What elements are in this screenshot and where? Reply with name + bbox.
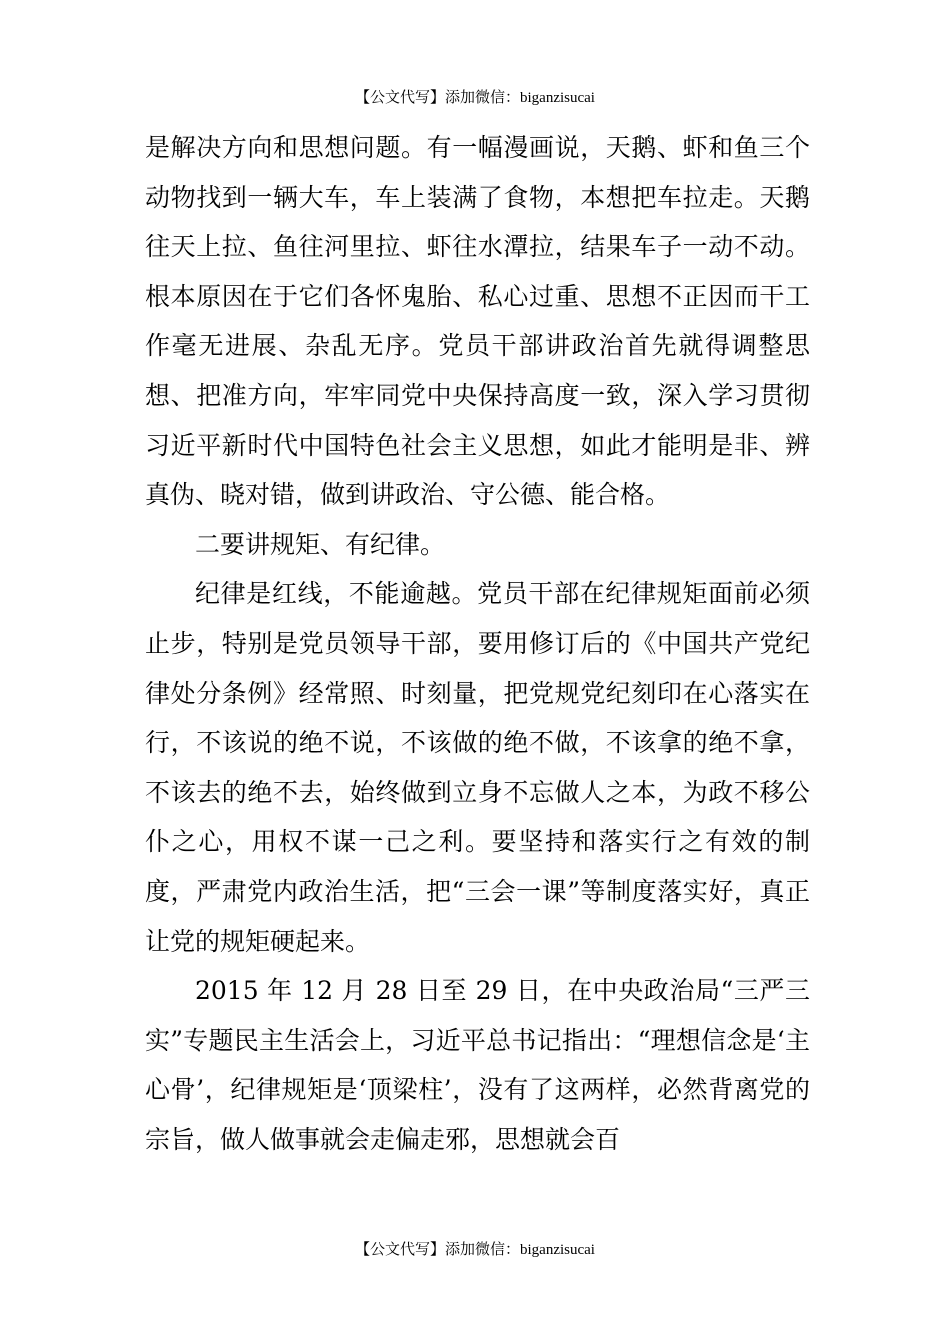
paragraph-discipline: 纪律是红线，不能逾越。党员干部在纪律规矩面前必须止步，特别是党员领导干部，要用修订后的《中国共产党纪律处分条例》经常照、时刻量，把党规党纪刻印在心落实在行，不该说的绝不说，不该做的绝不做，不该拿的绝不拿，不该去的绝不去，始终做到立身不忘做人之本，为政不移公仆之心，用权不谋一己之利。要坚持和落实行之有效的制度，严肃党内政治生活，把“三会一课”等制度落实好，真正让党的规矩硬起来。 [145, 579, 810, 956]
document-body [145, 123, 810, 1164]
page-header: 【公文代写】添加微信：biganzisucai [355, 90, 595, 106]
paragraph-continuation: 是解决方向和思想问题。有一幅漫画说，天鹅、虾和鱼三个动物找到一辆大车，车上装满了食物，本想把车拉走。天鹅往天上拉、鱼往河里拉、虾往水潭拉，结果车子一动不动。根本原因在于它们各怀鬼胎、私心过重、思想不正因而干工作毫无进展、杂乱无序。党员干部讲政治首先就得调整思想、把准方向，牢牢同党中央保持高度一致，深入学习贯彻习近平新时代中国特色社会主义思想，如此才能明是非、辨真伪、晓对错，做到讲政治、守公德、能合格。 [145, 133, 810, 510]
paragraph-heading: 二要讲规矩、有纪律。 [195, 529, 446, 559]
page-footer: 【公文代写】添加微信：biganzisucai [355, 1242, 595, 1258]
paragraph-quote: 2015 年 12 月 28 日至 29 日，在中央政治局“三严三实”专题民主生活会上，习近平总书记指出：“理想信念是‘主心骨’，纪律规矩是‘顶梁柱’，没有了这两样，必然背离党的宗旨，做人做事就会走偏走邪，思想就会百 [145, 976, 810, 1154]
